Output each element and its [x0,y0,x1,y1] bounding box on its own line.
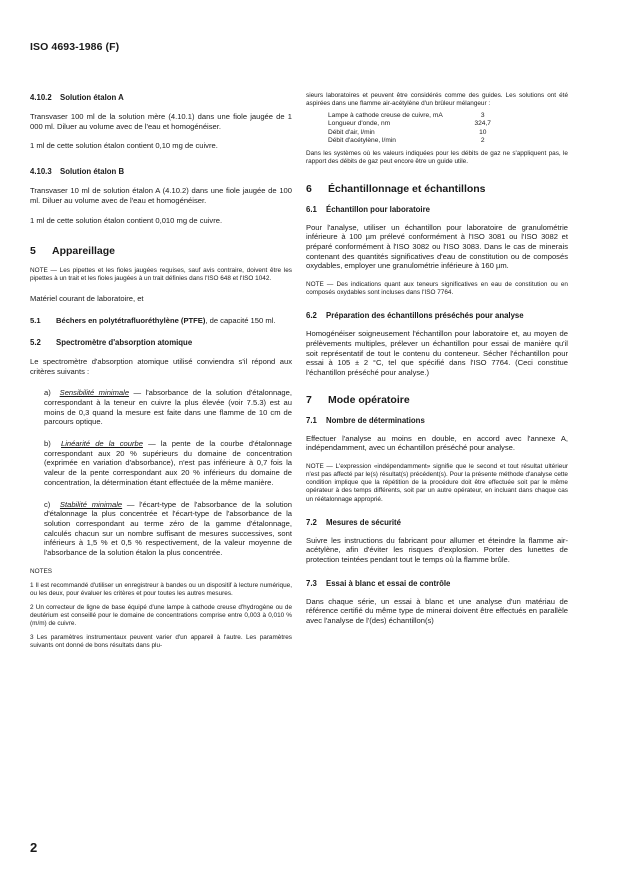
note: NOTE — Des indications quant aux teneurs significatives en eau de constitution ou en composés oxydables sont incluses dans l'ISO 7764. [306,281,568,297]
parameter-value: 10 [479,128,487,136]
section-number: 6.1 [306,204,317,214]
item-term: Stabilité minimale [59,499,123,509]
paragraph: Transvaser 10 ml de solution étalon A (4.10.2) dans une fiole jaugée de 100 ml. Diluer au volume avec de l'eau et homogénéiser. [30,186,292,205]
section-title: Essai à blanc et essai de contrôle [326,578,451,588]
parameter-value: 2 [480,137,485,145]
parameter-value: 324,7 [474,120,491,128]
section-title: Mesures de sécurité [326,517,401,527]
standard-header: ISO 4693-1986 (F) [30,41,120,53]
paragraph: Pour l'analyse, utiliser un échantillon pour laboratoire de granulométrie inférieure à 100 µm prélevé conformément à l'ISO 3081 ou l'ISO 3082 et préparé conformément à l'ISO 3082 ou l'ISO 3083. Dans le cas de minerais contenant des quantités significatives d'eau de constitution ou de composés oxydables, employer une granulométrie inférieure à 160 µm. [306,222,568,271]
criterion-b [30,439,292,488]
note-3-continued: sieurs laboratoires et peuvent être considérés comme des guides. Les solutions ont été aspirées dans une flamme air-acétylène d'un brûleur mélangeur : [306,92,568,108]
section-title: Béchers en polytétrafluoréthylène (PTFE) [56,316,206,326]
section-number: 7.2 [306,517,317,527]
heading-7-1 [306,416,568,425]
heading-5 [30,245,292,257]
note: NOTE — Les pipettes et les fioles jaugées requises, sauf avis contraire, doivent être les pipettes à un trait et les fioles jaugées à un trait définies dans l'ISO 648 et l'ISO 1042. [30,267,292,283]
section-number: 7 [306,393,312,406]
paragraph: Dans les systèmes où les valeurs indiquées pour les débits de gaz ne s'appliquent pas, le rapport des débits de gaz peut encore être un guide utile. [306,150,568,166]
right-column [306,92,568,626]
left-column [30,93,292,651]
section-title: Solution étalon B [60,167,125,177]
section-number: 7.1 [306,415,317,425]
parameter-label: Débit d'air, l/min [328,128,375,136]
section-number: 4.10.3 [30,167,52,177]
item-text: — l'écart-type de l'absorbance de la solution d'étalonnage la plus concentrée et l'écart-type de l'absorbance de la solution correspondant au terme zéro de la gamme d'étalonnage, calculés chacun sur un nombre suffisant de mesures successives, sont inférieurs à 1,5 % et 0,5 % respectivement, de la valeur moyenne de l'absorbance de la solution étalon la plus concentrée. [44,499,292,558]
parameter-row [328,137,523,145]
criterion-a [30,388,292,427]
section-title: Nombre de déterminations [326,415,425,425]
item-text: — la pente de la courbe d'étalonnage correspondant aux 20 % supérieurs du domaine de concentration (exprimée en variation d'absorbance), n'est pas inférieure à 0,7 fois la valeur de la pente correspondant aux 20 % inférieurs du domaine de concentration, la détermination étant effectuée de la même manière. [44,439,292,487]
heading-6-1 [306,205,568,214]
parameter-row [328,120,523,128]
notes-title: NOTES [30,567,53,575]
paragraph: Suivre les instructions du fabricant pour allumer et éteindre la flamme air-acétylène, afin d'éviter les risques d'explosion. Porter des lunettes de protection teintées pendant tout le temps où la flamme brûle. [306,535,568,565]
heading-7-3 [306,579,568,588]
parameter-label: Longueur d'onde, nm [328,120,391,128]
criterion-c [30,500,292,558]
instrument-parameters-table [328,112,523,145]
heading-7-2 [306,518,568,527]
section-number: 6 [306,182,312,195]
section-title: Échantillon pour laboratoire [326,204,430,214]
heading-6-2 [306,311,568,320]
item-label: a) [44,388,51,398]
heading-7 [306,394,568,406]
parameter-row [328,112,523,120]
section-number: 4.10.2 [30,93,52,102]
paragraph: Transvaser 100 ml de la solution mère (4.10.1) dans une fiole jaugée de 1 000 ml. Diluer au volume avec de l'eau et homogénéiser. [30,112,292,131]
item-label: b) [44,439,51,449]
item-term: Sensibilité minimale [59,388,130,398]
section-number: 6.2 [306,311,317,321]
section-title-rest: , de capacité 150 ml. [205,316,276,326]
paragraph: 1 ml de cette solution étalon contient 0,10 mg de cuivre. [30,141,218,151]
section-title: Solution étalon A [60,93,124,102]
section-title: Préparation des échantillons préséchés pour analyse [326,311,524,321]
paragraph: Homogénéiser soigneusement l'échantillon pour laboratoire et, au moyen de prélèvements multiples, prélever un échantillon pour essai de manière qu'il soit représentatif de tout le contenu du conteneur. Sécher l'échantillon pour essai à 105 ± 2 °C, tel que spécifié dans l'ISO 7764. (Ceci constitue l'échantillon préséché pour analyse.) [306,329,568,378]
section-number: 7.3 [306,578,317,588]
section-title: Mode opératoire [328,393,410,406]
note: NOTE — L'expression «indépendamment» signifie que le second et tout résultat ultérieur n'est pas affecté par le(s) résultat(s) précédent(s). Pour la présente méthode d'analyse cette condition implique que la répétition de la procédure doit être effectuée soit par le même opérateur à des temps différents, soit par un autre opérateur, en incluant dans chaque cas un réétalonnage approprié. [306,463,568,503]
parameter-label: Débit d'acétylène, l/min [328,137,396,145]
parameter-row [328,129,523,137]
heading-6 [306,183,568,195]
paragraph: Effectuer l'analyse au moins en double, en accord avec l'annexe A, indépendamment, avec un échantillon préséché pour analyse. [306,433,568,453]
heading-5-1 [30,316,292,326]
heading-4-10-2 [30,93,292,102]
item-text: — l'absorbance de la solution d'étalonnage, correspondant à la teneur en cuivre la plus élevée (voir 7.5.3) est au moins de 0,3 quand la mesure est faite dans une flamme de 10 cm de parcours optique. [44,388,292,427]
section-number: 5.2 [30,337,41,347]
paragraph: Matériel courant de laboratoire, et [30,294,144,304]
section-number: 5 [30,245,36,258]
paragraph: Le spectromètre d'absorption atomique utilisé conviendra s'il répond aux critères suivants : [30,356,292,376]
item-label: c) [44,499,51,509]
paragraph: 1 ml de cette solution étalon contient 0,010 mg de cuivre. [30,215,223,225]
heading-4-10-3 [30,167,292,176]
note-2: 2 Un correcteur de ligne de base équipé d'une lampe à cathode creuse d'hydrogène ou de deutérium est conseillé pour le domaine de concentrations comprise entre 0,003 à 0,010 % (m/m) de cuivre. [30,604,292,628]
paragraph: Dans chaque série, un essai à blanc et une analyse d'un matériau de référence certifié du même type de minerai doivent être effectués en parallèle avec l'analyse de l'(des) échantillon(s) [306,596,568,626]
section-number: 5.1 [30,316,41,326]
page-number: 2 [30,840,38,855]
section-title: Spectromètre d'absorption atomique [56,337,193,347]
section-title: Échantillonnage et échantillons [328,182,486,195]
section-title: Appareillage [52,245,116,258]
note-1: 1 Il est recommandé d'utiliser un enregistreur à bandes ou un dispositif à lecture numérique, ou les deux, pour évaluer les critères et pour toutes les autres mesures. [30,581,292,597]
heading-5-2 [30,338,292,347]
note-3: 3 Les paramètres instrumentaux peuvent varier d'un appareil à l'autre. Les paramètres suivants ont donné de bons résultats dans plu- [30,634,292,650]
item-term: Linéarité de la courbe [60,439,143,449]
parameter-value: 3 [480,112,485,120]
parameter-label: Lampe à cathode creuse de cuivre, mA [328,112,443,120]
